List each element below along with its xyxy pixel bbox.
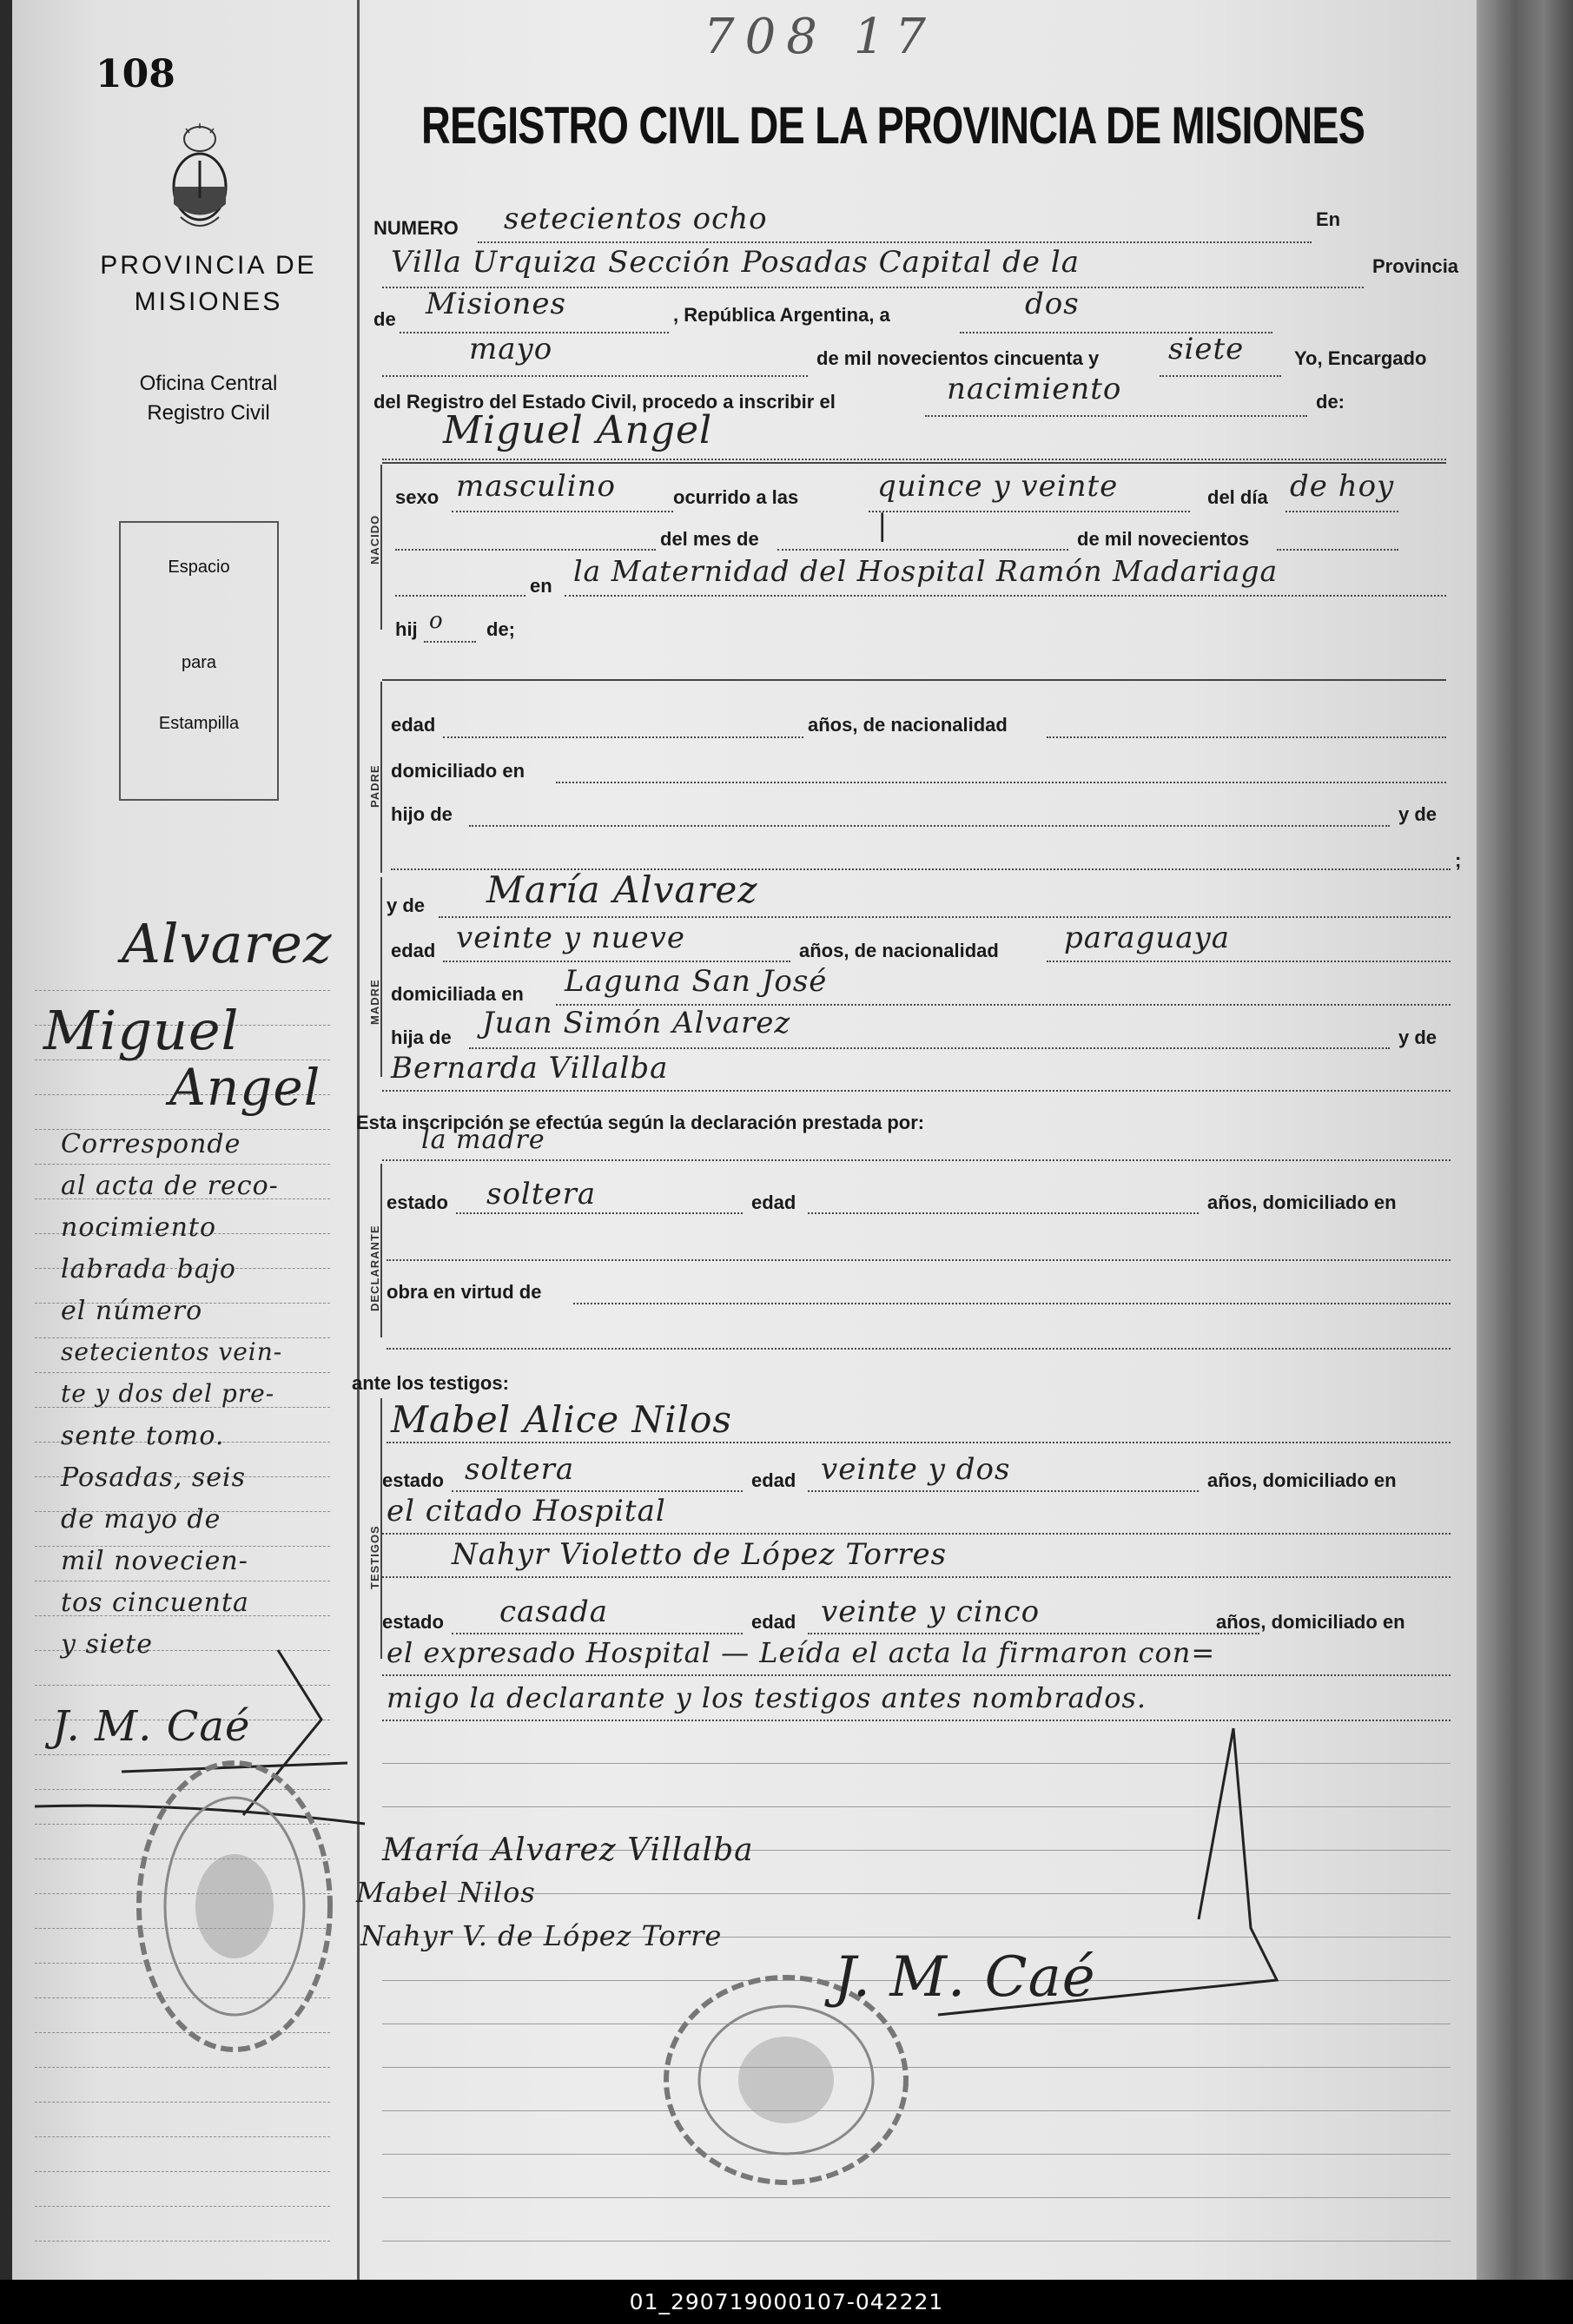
book-spine: [1477, 0, 1573, 2280]
padre-nac-line: [1047, 736, 1446, 738]
w2-estado-line: [452, 1633, 743, 1634]
sexo-line: [452, 511, 673, 512]
margin-note-line: al acta de reco-: [61, 1171, 279, 1201]
en-label: En: [1316, 208, 1341, 230]
w1-edad-line: [808, 1490, 1199, 1492]
stamp-box: [119, 521, 279, 801]
act-line: [925, 415, 1307, 417]
republica-label: , República Argentina, a: [673, 304, 890, 326]
w1-estado-label: estado: [382, 1469, 444, 1491]
madre-nac-value: paraguaya: [1064, 921, 1230, 955]
padre-yde-label: y de: [1398, 803, 1438, 825]
madre-edad-label: edad: [391, 940, 436, 961]
madre-hija-label: hija de: [391, 1027, 452, 1048]
declarante-estado-value: soltera: [486, 1177, 597, 1212]
madre-nac-line: [1047, 961, 1451, 962]
page-number: 108: [96, 52, 175, 96]
signature-oficial-stroke: [869, 1720, 1355, 2032]
margin-signature: J. M. Caé: [52, 1702, 251, 1751]
margin-note-firstname: Miguel: [43, 999, 240, 1062]
declaracion-line: [382, 1159, 1451, 1161]
stamp-box-line-1: Espacio: [168, 558, 230, 577]
margin-note-line: Corresponde: [61, 1129, 241, 1159]
yo-label: Yo, Encargado: [1294, 347, 1427, 369]
hij-label: hij: [395, 618, 418, 640]
mes-label: del mes de: [660, 528, 759, 550]
declarante-line-2: [387, 1259, 1451, 1261]
declarante-edad-label: edad: [751, 1192, 796, 1213]
margin-note-line: mil novecien-: [61, 1546, 248, 1576]
province-value: Misiones: [426, 287, 566, 321]
w1-edad-value: veinte y dos: [821, 1452, 1011, 1487]
w2-dom-value: el expresado Hospital — Leída el acta la firmaron con=: [387, 1636, 1216, 1669]
w2-dom-label: años, domiciliado en: [1216, 1611, 1405, 1633]
dia-line: [1285, 511, 1398, 512]
madre-yde-label: y de: [387, 895, 426, 916]
stamp-box-line-3: Estampilla: [158, 714, 240, 733]
madre-hija-line: [469, 1047, 1390, 1049]
madre-name-line: [439, 916, 1451, 918]
nacido-line-3a: [395, 595, 525, 597]
madre-dom-value: Laguna San José: [565, 964, 828, 999]
w2-edad-value: veinte y cinco: [821, 1594, 1041, 1629]
declarante-obra-line: [573, 1303, 1451, 1304]
dia-value: de hoy: [1290, 469, 1395, 504]
margin-note-line: sente tomo.: [61, 1421, 225, 1451]
padre-edad-label: edad: [391, 714, 436, 736]
signature-declarante: María Alvarez Villalba: [382, 1832, 754, 1868]
madre-bracket: [380, 877, 382, 1077]
madre-edad-value: veinte y nueve: [456, 921, 685, 955]
registry-seal-left: [130, 1754, 339, 2058]
w2-edad-line: [808, 1633, 1259, 1634]
margin-note-surname: Alvarez: [122, 912, 333, 975]
madre-line-5: [382, 1090, 1451, 1092]
page-title: REGISTRO CIVIL DE LA PROVINCIA DE MISIONES: [421, 96, 1365, 155]
mes-value-mark: |: [877, 508, 889, 543]
signature-testigo-1: Mabel Nilos: [356, 1876, 536, 1909]
declarante-estado-label: estado: [387, 1192, 448, 1213]
office-name: [69, 369, 347, 428]
month-line: [382, 375, 808, 377]
province-name: [69, 248, 347, 320]
padre-dom-label: domiciliado en: [391, 760, 525, 782]
provincia-label: Provincia: [1372, 255, 1459, 277]
nacido-line-2a: [395, 549, 656, 551]
madre-mother-value: Bernarda Villalba: [391, 1051, 669, 1086]
w2-edad-label: edad: [751, 1611, 796, 1633]
place-value: Villa Urquiza Sección Posadas Capital de la: [391, 245, 1080, 280]
signature-testigo-2: Nahyr V. de López Torre: [360, 1919, 723, 1952]
stamp-box-line-2: para: [181, 653, 217, 672]
declarante-estado-line: [456, 1212, 743, 1214]
declarante-edad-line: [808, 1212, 1199, 1214]
w2-estado-value: casada: [499, 1594, 609, 1629]
madre-section-label: MADRE: [368, 979, 381, 1025]
padre-hijo-line: [469, 825, 1390, 827]
madre-nac-label: años, de nacionalidad: [799, 940, 999, 961]
office-line-1: Oficina Central: [139, 372, 278, 395]
margin-separator: [357, 0, 360, 2280]
margin-note-line: labrada bajo: [61, 1254, 236, 1284]
year-label: de mil novecientos cincuenta y: [816, 347, 1100, 369]
year-value: siete: [1168, 332, 1245, 366]
w1-estado-value: soltera: [465, 1452, 575, 1487]
padre-hijo-label: hijo de: [391, 803, 453, 825]
declarante-section-label: DECLARANTE: [368, 1225, 381, 1311]
de-label: de: [373, 308, 396, 330]
mil-label: de mil novecientos: [1077, 528, 1250, 550]
w1-name-value: Mabel Alice Nilos: [391, 1398, 732, 1441]
w1-dom-value: el citado Hospital: [387, 1494, 666, 1528]
w2-name-line: [382, 1576, 1451, 1578]
registro-label: del Registro del Estado Civil, procedo a inscribir el: [373, 391, 836, 413]
margin-note-line: tos cincuenta: [61, 1588, 249, 1618]
numero-value: setecientos ocho: [504, 201, 768, 236]
margin-note-line: de mayo de: [61, 1504, 221, 1535]
declarante-obra-label: obra en virtud de: [387, 1281, 542, 1303]
act-value: nacimiento: [947, 372, 1122, 406]
w2-name-value: Nahyr Violetto de López Torres: [452, 1537, 948, 1572]
margin-note-line: nocimiento: [61, 1212, 217, 1243]
margin-note-line: setecientos vein-: [61, 1337, 283, 1366]
padre-dom-line: [556, 782, 1446, 783]
de-colon-label: de:: [1316, 391, 1345, 413]
w1-name-line: [387, 1442, 1451, 1443]
day-value: dos: [1025, 287, 1080, 321]
scan-caption: 01_290719000107-042221: [0, 2280, 1573, 2324]
testigos-intro-label: ante los testigos:: [352, 1372, 509, 1394]
ocurrido-label: ocurrido a las: [673, 486, 799, 508]
sexo-value: masculino: [456, 469, 617, 504]
hij-value: o: [429, 608, 444, 634]
month-value: mayo: [469, 332, 553, 366]
w1-edad-label: edad: [751, 1469, 796, 1491]
name-line: [382, 459, 1446, 460]
argentina-crest-icon: [165, 122, 235, 234]
testigos-section-label: TESTIGOS: [368, 1525, 381, 1589]
w1-estado-line: [452, 1490, 743, 1492]
madre-name-value: María Alvarez: [486, 868, 758, 911]
padre-semicolon: ;: [1455, 849, 1462, 871]
padre-section-label: PADRE: [368, 764, 381, 808]
padre-nac-label: años, de nacionalidad: [808, 714, 1008, 736]
w1-dom-label: años, domiciliado en: [1207, 1469, 1397, 1491]
name-value: Miguel Angel: [443, 408, 713, 452]
hij-de-label: de;: [486, 618, 515, 640]
declarante-dom-label: años, domiciliado en: [1207, 1192, 1397, 1213]
w2-estado-label: estado: [382, 1611, 444, 1633]
en-label-nacido: en: [530, 575, 552, 597]
office-line-2: Registro Civil: [147, 401, 270, 425]
madre-dom-label: domiciliada en: [391, 983, 524, 1005]
w2-dom-line: [382, 1674, 1451, 1676]
declaracion-value: la madre: [421, 1125, 545, 1155]
lugar-line: [565, 595, 1446, 597]
padre-top-rule: [382, 679, 1446, 681]
margin-note-line: y siete: [61, 1629, 154, 1660]
province-line-2: MISIONES: [134, 287, 283, 316]
madre-father-value: Juan Simón Alvarez: [482, 1006, 791, 1040]
hij-line: [424, 641, 476, 643]
margin-note-middlename: Angel: [169, 1058, 321, 1117]
closing-value: migo la declarante y los testigos antes nombrados.: [387, 1681, 1147, 1714]
madre-yde2-label: y de: [1398, 1027, 1438, 1048]
sexo-label: sexo: [395, 486, 440, 508]
mes-line: [777, 549, 1068, 551]
padre-edad-line: [443, 736, 803, 738]
numero-line: [478, 241, 1312, 243]
year-line: [1160, 375, 1281, 377]
mil-line: [1277, 549, 1398, 551]
hora-line: [869, 511, 1190, 512]
hora-value: quince y veinte: [877, 469, 1119, 504]
dia-label: del día: [1207, 486, 1268, 508]
declaracion-label: Esta inscripción se efectúa según la declaración prestada por:: [356, 1112, 925, 1133]
nacido-top-rule: [382, 462, 1446, 464]
declarante-line-4: [387, 1348, 1451, 1350]
w1-dom-line: [382, 1533, 1451, 1535]
province-line-1: PROVINCIA DE: [100, 251, 317, 280]
margin-note-line: Posadas, seis: [61, 1462, 247, 1493]
lugar-value: la Maternidad del Hospital Ramón Madariaga: [573, 554, 1279, 588]
margin-note-line: el número: [61, 1296, 203, 1326]
margin-note-line: te y dos del pre-: [61, 1379, 275, 1408]
madre-edad-line: [443, 961, 790, 962]
nacido-section-label: NACIDO: [368, 514, 381, 564]
signature-oficial: J. M. Caé: [834, 1945, 1096, 2010]
folio-handwritten: 708 17: [704, 9, 936, 65]
numero-label: NUMERO: [373, 217, 459, 239]
